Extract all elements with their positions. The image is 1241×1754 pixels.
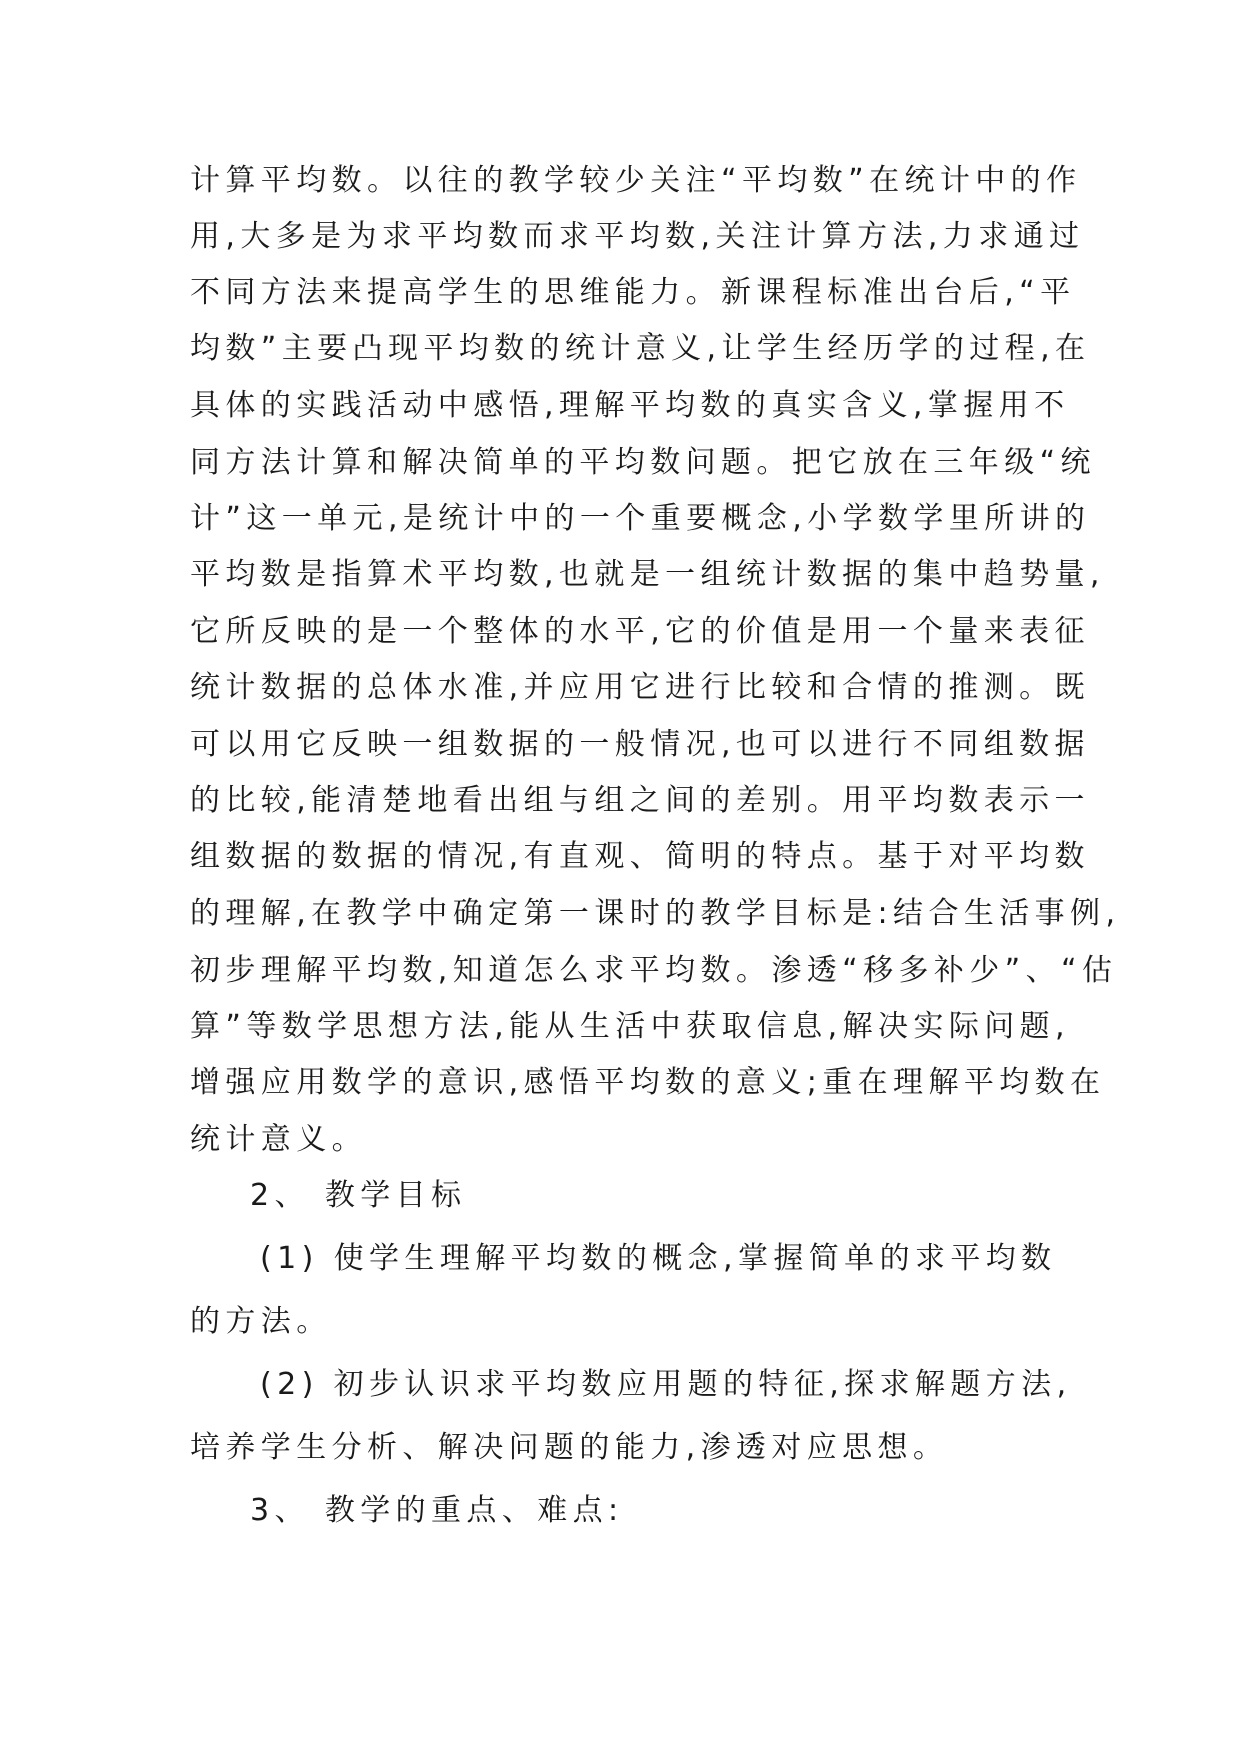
section-heading-3: 3、 教学的重点、难点: (250, 1493, 624, 1528)
section-heading-2: 2、 教学目标 (250, 1178, 467, 1213)
text-line: 算”等数学思想方法,能从生活中获取信息,解决实际问题, (190, 1009, 1070, 1044)
text-line: 的方法。 (190, 1304, 332, 1339)
text-line: 用,大多是为求平均数而求平均数,关注计算方法,力求通过 (190, 219, 1085, 254)
text-line: 平均数是指算术平均数,也就是一组统计数据的集中趋势量, (190, 557, 1105, 592)
objective-item-2: (2) 初步认识求平均数应用题的特征,探求解题方法, (260, 1367, 1072, 1402)
text-line: 初步理解平均数,知道怎么求平均数。渗透“移多补少”、“估 (190, 953, 1118, 988)
text-line: 可以用它反映一组数据的一般情况,也可以进行不同组数据 (190, 727, 1090, 762)
text-line: 它所反映的是一个整体的水平,它的价值是用一个量来表征 (190, 614, 1090, 649)
text-line: 统计意义。 (190, 1122, 367, 1157)
text-line: 同方法计算和解决简单的平均数问题。把它放在三年级“统 (190, 445, 1096, 480)
objective-item-1: (1) 使学生理解平均数的概念,掌握简单的求平均数 (260, 1241, 1057, 1276)
text-line: 具体的实践活动中感悟,理解平均数的真实含义,掌握用不 (190, 388, 1070, 423)
text-line: 统计数据的总体水准,并应用它进行比较和合情的推测。既 (190, 670, 1090, 705)
text-line: 均数”主要凸现平均数的统计意义,让学生经历学的过程,在 (190, 331, 1091, 366)
text-line: 不同方法来提高学生的思维能力。新课程标准出台后,“平 (190, 275, 1076, 310)
text-line: 计”这一单元,是统计中的一个重要概念,小学数学里所讲的 (190, 501, 1091, 536)
text-line: 的理解,在教学中确定第一课时的教学目标是:结合生活事例, (190, 896, 1121, 931)
text-line: 组数据的数据的情况,有直观、简明的特点。基于对平均数 (190, 839, 1090, 874)
text-line: 增强应用数学的意识,感悟平均数的意义;重在理解平均数在 (190, 1065, 1106, 1100)
text-line: 培养学生分析、解决问题的能力,渗透对应思想。 (190, 1430, 949, 1465)
text-line: 的比较,能清楚地看出组与组之间的差别。用平均数表示一 (190, 783, 1090, 818)
text-line: 计算平均数。以往的教学较少关注“平均数”在统计中的作 (190, 163, 1082, 198)
